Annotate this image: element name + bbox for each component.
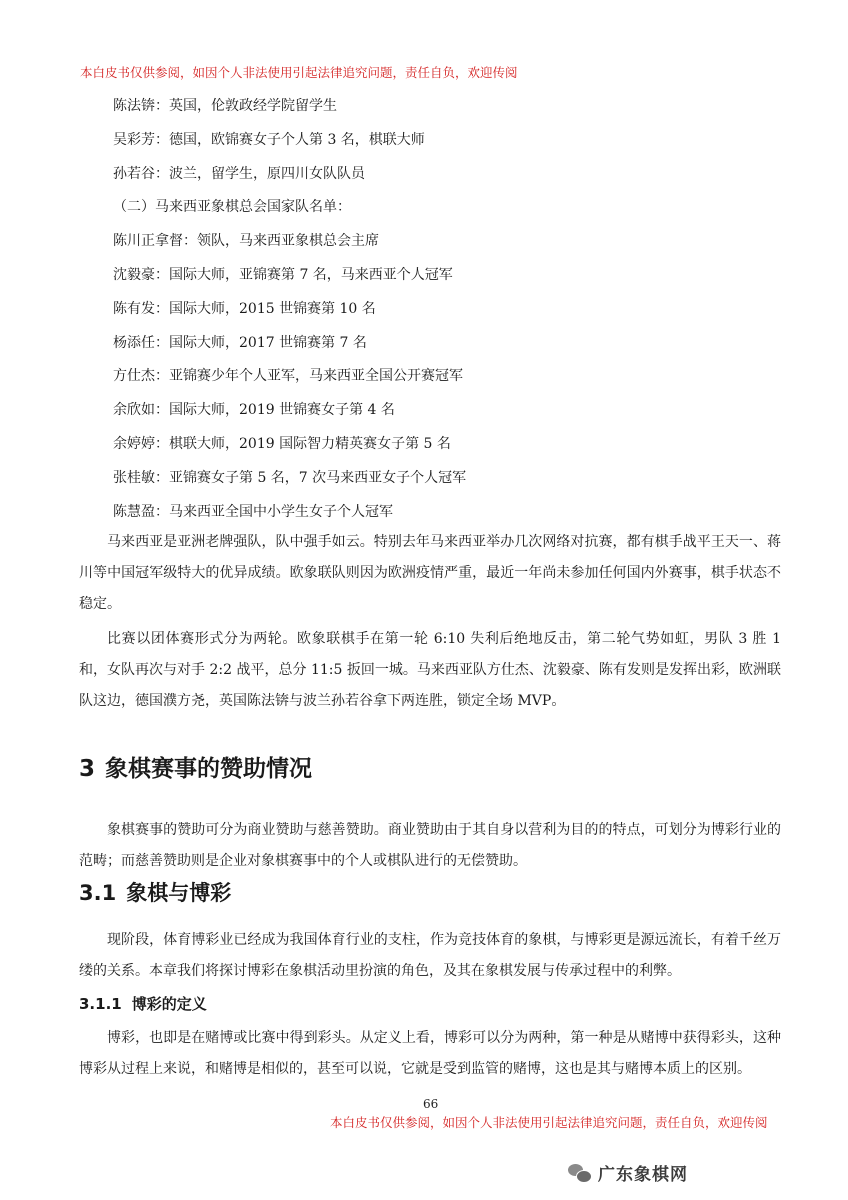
roster-line: 方仕杰：亚锦赛少年个人亚军，马来西亚全国公开赛冠军 [113, 368, 463, 385]
roster-line: 沈毅豪：国际大师，亚锦赛第 7 名，马来西亚个人冠军 [113, 266, 453, 283]
section-title: 博彩的定义 [131, 995, 207, 1013]
roster-line: 余婷婷：棋联大师，2019 国际智力精英赛女子第 5 名 [113, 435, 451, 452]
section-number: 3.1 [79, 881, 117, 905]
roster-line: 陈川正拿督：领队，马来西亚象棋总会主席 [113, 233, 379, 250]
roster-section-heading: （二）马来西亚象棋总会国家队名单： [113, 199, 351, 216]
roster-line: 杨添任：国际大师，2017 世锦赛第 7 名 [113, 334, 367, 351]
section-title: 象棋赛事的赞助情况 [105, 756, 313, 782]
paragraph-sponsorship: 象棋赛事的赞助可分为商业赞助与慈善赞助。商业赞助由于其自身以营利为目的的特点，可划分为博彩行业的范畴；而慈善赞助则是企业对象棋赛事中的个人或棋队进行的无偿赞助。 [79, 822, 781, 869]
section-heading-3 [79, 750, 312, 783]
watermark [568, 1160, 688, 1185]
roster-line: 陈有发：国际大师，2015 世锦赛第 10 名 [113, 300, 376, 317]
roster-line: 孙若谷：波兰，留学生，原四川女队队员 [113, 165, 365, 182]
paragraph-match-result: 比赛以团体赛形式分为两轮。欧象联棋手在第一轮 6:10 失利后绝地反击，第二轮气势如虹，男队 3 胜 1 和，女队再次与对手 2:2 战平，总分 11:5 扳回一城。马来西亚队方仕杰、沈毅豪、陈有发则是发挥出彩，欧洲联队这边，德国濮方尧，英国陈法锛与波兰孙若谷拿下两连胜，锁定全场 MVP。 [79, 631, 781, 709]
roster-line: 陈慧盈：马来西亚全国中小学生女子个人冠军 [113, 503, 393, 520]
section-number: 3 [79, 756, 96, 782]
section-number: 3.1.1 [79, 995, 122, 1013]
team-roster [113, 96, 466, 535]
roster-line: 余欣如：国际大师，2019 世锦赛女子第 4 名 [113, 402, 395, 419]
paragraph-betting-intro: 现阶段，体育博彩业已经成为我国体育行业的支柱，作为竞技体育的象棋，与博彩更是源远流长，有着千丝万缕的关系。本章我们将探讨博彩在象棋活动里扮演的角色，及其在象棋发展与传承过程中的利弊。 [79, 932, 781, 979]
page-number: 66 [423, 1097, 439, 1111]
section-title: 象棋与博彩 [126, 881, 232, 905]
paragraph-betting-definition: 博彩，也即是在赌博或比赛中得到彩头。从定义上看，博彩可以分为两种，第一种是从赌博中获得彩头，这种博彩从过程上来说，和赌博是相似的，甚至可以说，它就是受到监管的赌博，这也是其与赌博本质上的区别。 [79, 1030, 781, 1077]
disclaimer-top: 本白皮书仅供参阅，如因个人非法使用引起法律追究问题，责任自负，欢迎传阅 [80, 65, 518, 80]
disclaimer-bottom: 本白皮书仅供参阅，如因个人非法使用引起法律追究问题，责任自负，欢迎传阅 [330, 1115, 768, 1130]
section-heading-3-1 [79, 877, 231, 907]
wechat-icon [568, 1163, 592, 1183]
roster-line: 吴彩芳：德国，欧锦赛女子个人第 3 名，棋联大师 [113, 131, 425, 148]
roster-line: 陈法锛：英国，伦敦政经学院留学生 [113, 98, 337, 114]
watermark-text: 广东象棋网 [598, 1165, 688, 1185]
section-heading-3-1-1 [79, 993, 207, 1014]
roster-line: 张桂敏：亚锦赛女子第 5 名，7 次马来西亚女子个人冠军 [113, 469, 467, 486]
paragraph-malaysia-team: 马来西亚是亚洲老牌强队，队中强手如云。特别去年马来西亚举办几次网络对抗赛，都有棋手战平王天一、蒋川等中国冠军级特大的优异成绩。欧象联队则因为欧洲疫情严重，最近一年尚未参加任何国内外赛事，棋手状态不稳定。 [79, 534, 781, 612]
